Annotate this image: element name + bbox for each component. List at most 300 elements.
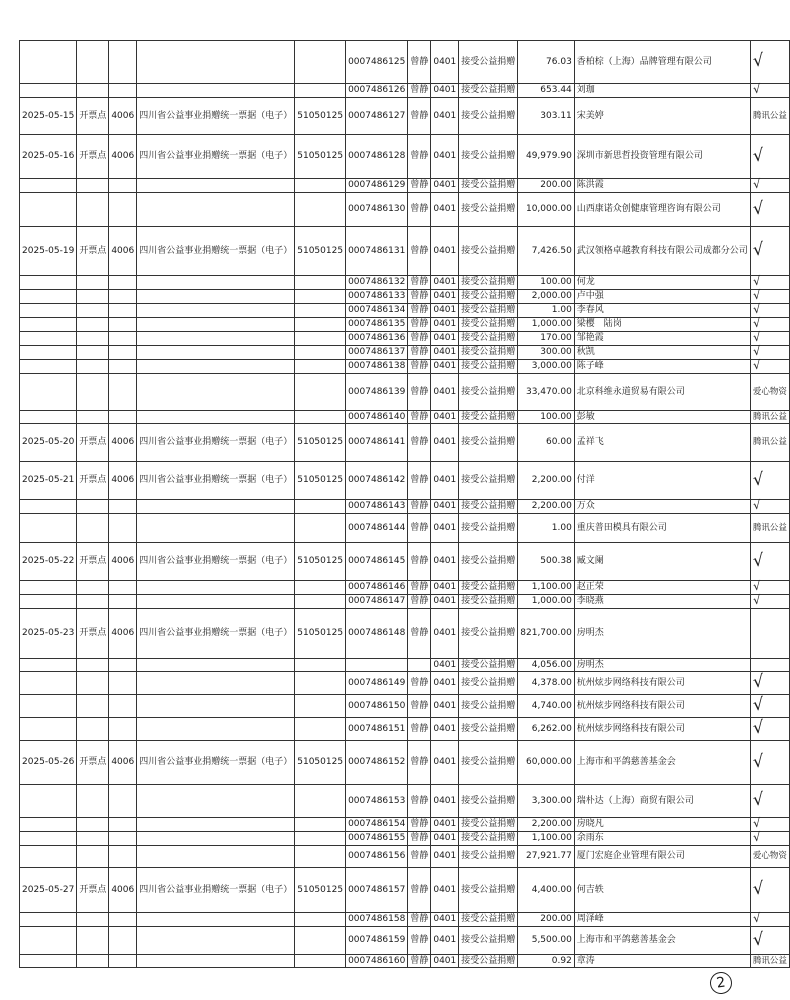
table-row: [20, 424, 790, 462]
bill-code-cell: [295, 595, 346, 609]
bill-code-cell: [295, 927, 346, 955]
amount-cell: 821,700.00: [518, 609, 575, 659]
item-code-cell: 0401: [431, 659, 459, 672]
bill-number-cell: 0007486156: [346, 846, 408, 868]
date-cell: [20, 695, 77, 718]
org-code-cell: [109, 832, 137, 846]
date-cell: 2025-05-16: [20, 135, 77, 179]
note-cell: [750, 741, 789, 785]
item-code-cell: 0401: [431, 741, 459, 785]
amount-cell: 0.92: [518, 955, 575, 968]
handler-cell: 曾静: [408, 955, 431, 968]
ticket-type-cell: [137, 818, 295, 832]
check-mark-icon: √: [751, 144, 765, 167]
bill-number-cell: 0007486136: [346, 332, 408, 346]
item-cell: 接受公益捐赠: [459, 785, 518, 818]
handler-cell: 曾静: [408, 718, 431, 741]
bill-code-cell: [295, 360, 346, 374]
issue-point-cell: [77, 659, 109, 672]
donor-cell: 付洋: [574, 462, 750, 500]
item-code-cell: 0401: [431, 927, 459, 955]
issue-point-cell: [77, 290, 109, 304]
date-cell: [20, 955, 77, 968]
check-mark-icon: √: [752, 273, 762, 289]
donor-cell: 章涛: [574, 955, 750, 968]
donor-cell: 陈洪霞: [574, 179, 750, 193]
amount-cell: 76.03: [518, 41, 575, 84]
ticket-type-cell: [137, 846, 295, 868]
bill-number-cell: 0007486140: [346, 411, 408, 424]
item-code-cell: 0401: [431, 227, 459, 276]
bill-number-cell: 0007486135: [346, 318, 408, 332]
handler-cell: 曾静: [408, 581, 431, 595]
table-row: [20, 98, 790, 135]
item-code-cell: 0401: [431, 514, 459, 543]
table-row: [20, 346, 790, 360]
check-mark-icon: √: [752, 343, 762, 359]
amount-cell: 100.00: [518, 411, 575, 424]
amount-cell: 4,378.00: [518, 672, 575, 695]
check-mark-icon: √: [752, 329, 762, 345]
bill-number-cell: 0007486128: [346, 135, 408, 179]
amount-cell: 1.00: [518, 514, 575, 543]
org-code-cell: 4006: [109, 227, 137, 276]
item-cell: 接受公益捐赠: [459, 346, 518, 360]
issue-point-cell: [77, 514, 109, 543]
table-row: [20, 411, 790, 424]
org-code-cell: 4006: [109, 609, 137, 659]
table-row: [20, 955, 790, 968]
org-code-cell: 4006: [109, 741, 137, 785]
amount-cell: 170.00: [518, 332, 575, 346]
item-cell: 接受公益捐赠: [459, 818, 518, 832]
table-row: [20, 318, 790, 332]
date-cell: [20, 304, 77, 318]
note-cell: 腾讯公益: [750, 514, 789, 543]
table-row: [20, 179, 790, 193]
check-mark-icon: √: [752, 578, 762, 594]
bill-code-cell: [295, 332, 346, 346]
table-row: [20, 846, 790, 868]
table-row: [20, 332, 790, 346]
item-cell: 接受公益捐赠: [459, 462, 518, 500]
page-number: 2: [709, 971, 734, 996]
bill-number-cell: 0007486130: [346, 193, 408, 227]
item-code-cell: 0401: [431, 785, 459, 818]
handler-cell: 曾静: [408, 346, 431, 360]
bill-number-cell: 0007486159: [346, 927, 408, 955]
issue-point-cell: [77, 832, 109, 846]
org-code-cell: [109, 84, 137, 98]
issue-point-cell: [77, 581, 109, 595]
issue-point-cell: [77, 500, 109, 514]
date-cell: [20, 193, 77, 227]
bill-code-cell: [295, 818, 346, 832]
item-code-cell: 0401: [431, 374, 459, 411]
item-cell: 接受公益捐赠: [459, 913, 518, 927]
table-row: [20, 500, 790, 514]
bill-number-cell: 0007486141: [346, 424, 408, 462]
handler-cell: 曾静: [408, 41, 431, 84]
bill-number-cell: 0007486142: [346, 462, 408, 500]
donor-cell: 梁樱 陆岗: [574, 318, 750, 332]
issue-point-cell: [77, 374, 109, 411]
donor-cell: 上海市和平鸽慈善基金会: [574, 741, 750, 785]
date-cell: 2025-05-23: [20, 609, 77, 659]
bill-code-cell: 51050125: [295, 868, 346, 913]
amount-cell: 2,200.00: [518, 818, 575, 832]
amount-cell: 49,979.90: [518, 135, 575, 179]
table-row: [20, 193, 790, 227]
amount-cell: 4,740.00: [518, 695, 575, 718]
donor-cell: 卢中强: [574, 290, 750, 304]
ticket-type-cell: [137, 318, 295, 332]
bill-number-cell: 0007486144: [346, 514, 408, 543]
item-code-cell: 0401: [431, 868, 459, 913]
note-cell: [750, 357, 789, 374]
donor-cell: 万众: [574, 500, 750, 514]
issue-point-cell: [77, 913, 109, 927]
note-cell: [750, 868, 789, 913]
org-code-cell: [109, 927, 137, 955]
date-cell: [20, 595, 77, 609]
ticket-type-cell: [137, 304, 295, 318]
bill-code-cell: [295, 500, 346, 514]
bill-code-cell: [295, 304, 346, 318]
date-cell: [20, 659, 77, 672]
bill-code-cell: [295, 846, 346, 868]
table-row: [20, 374, 790, 411]
bill-code-cell: [295, 84, 346, 98]
check-mark-icon: √: [751, 197, 765, 220]
amount-cell: 60,000.00: [518, 741, 575, 785]
org-code-cell: [109, 672, 137, 695]
date-cell: [20, 41, 77, 84]
item-cell: 接受公益捐赠: [459, 276, 518, 290]
issue-point-cell: 开票点: [77, 98, 109, 135]
donor-cell: 房明杰: [574, 609, 750, 659]
bill-number-cell: 0007486143: [346, 500, 408, 514]
issue-point-cell: [77, 955, 109, 968]
item-cell: 接受公益捐赠: [459, 955, 518, 968]
donor-cell: 北京科维永道贸易有限公司: [574, 374, 750, 411]
date-cell: 2025-05-19: [20, 227, 77, 276]
handler-cell: 曾静: [408, 411, 431, 424]
item-code-cell: 0401: [431, 818, 459, 832]
check-mark-icon: √: [752, 81, 762, 97]
date-cell: [20, 832, 77, 846]
handler-cell: 曾静: [408, 672, 431, 695]
org-code-cell: 4006: [109, 462, 137, 500]
bill-code-cell: [295, 659, 346, 672]
item-cell: 接受公益捐赠: [459, 514, 518, 543]
donor-cell: 李春风: [574, 304, 750, 318]
issue-point-cell: 开票点: [77, 462, 109, 500]
item-cell: 接受公益捐赠: [459, 227, 518, 276]
table-row: [20, 785, 790, 818]
note-cell: 腾讯公益: [750, 98, 789, 135]
issue-point-cell: [77, 276, 109, 290]
date-cell: [20, 290, 77, 304]
item-cell: 接受公益捐赠: [459, 290, 518, 304]
donor-cell: 房明杰: [574, 659, 750, 672]
handler-cell: 曾静: [408, 832, 431, 846]
item-cell: 接受公益捐赠: [459, 659, 518, 672]
date-cell: [20, 818, 77, 832]
issue-point-cell: [77, 695, 109, 718]
donor-cell: 宋美婷: [574, 98, 750, 135]
org-code-cell: [109, 304, 137, 318]
bill-number-cell: 0007486138: [346, 360, 408, 374]
donor-cell: 秋凯: [574, 346, 750, 360]
amount-cell: 300.00: [518, 346, 575, 360]
item-code-cell: 0401: [431, 609, 459, 659]
handler-cell: 曾静: [408, 424, 431, 462]
handler-cell: 曾静: [408, 332, 431, 346]
issue-point-cell: [77, 179, 109, 193]
item-cell: 接受公益捐赠: [459, 41, 518, 84]
donor-cell: 杭州炫步网络科技有限公司: [574, 672, 750, 695]
issue-point-cell: [77, 332, 109, 346]
ticket-type-cell: [137, 595, 295, 609]
issue-point-cell: 开票点: [77, 609, 109, 659]
item-code-cell: 0401: [431, 672, 459, 695]
amount-cell: 33,470.00: [518, 374, 575, 411]
ticket-type-cell: [137, 500, 295, 514]
note-cell: [750, 695, 789, 718]
handler-cell: 曾静: [408, 500, 431, 514]
issue-point-cell: [77, 41, 109, 84]
amount-cell: 3,000.00: [518, 360, 575, 374]
handler-cell: 曾静: [408, 595, 431, 609]
bill-code-cell: [295, 193, 346, 227]
item-code-cell: 0401: [431, 424, 459, 462]
date-cell: [20, 927, 77, 955]
ticket-type-cell: [137, 346, 295, 360]
donor-cell: 刘珈: [574, 84, 750, 98]
bill-code-cell: [295, 832, 346, 846]
amount-cell: 1,000.00: [518, 595, 575, 609]
date-cell: [20, 179, 77, 193]
date-cell: 2025-05-20: [20, 424, 77, 462]
ticket-type-cell: [137, 913, 295, 927]
donor-cell: 彭敏: [574, 411, 750, 424]
table-row: [20, 543, 790, 581]
bill-number-cell: 0007486145: [346, 543, 408, 581]
item-code-cell: 0401: [431, 462, 459, 500]
item-cell: 接受公益捐赠: [459, 332, 518, 346]
note-cell: [750, 927, 789, 955]
item-cell: 接受公益捐赠: [459, 609, 518, 659]
handler-cell: 曾静: [408, 868, 431, 913]
date-cell: 2025-05-21: [20, 462, 77, 500]
bill-code-cell: [295, 785, 346, 818]
item-cell: 接受公益捐赠: [459, 927, 518, 955]
org-code-cell: [109, 955, 137, 968]
bill-code-cell: 51050125: [295, 609, 346, 659]
item-code-cell: 0401: [431, 832, 459, 846]
donor-cell: 上海市和平鸽慈善基金会: [574, 927, 750, 955]
date-cell: 2025-05-26: [20, 741, 77, 785]
note-cell: [750, 785, 789, 818]
bill-code-cell: [295, 318, 346, 332]
note-cell: 腾讯公益: [750, 411, 789, 424]
issue-point-cell: [77, 818, 109, 832]
donor-cell: 武汉领格卓越教育科技有限公司成都分公司: [574, 227, 750, 276]
table-row: [20, 595, 790, 609]
bill-code-cell: [295, 955, 346, 968]
amount-cell: 1.00: [518, 304, 575, 318]
item-code-cell: 0401: [431, 318, 459, 332]
item-code-cell: 0401: [431, 595, 459, 609]
ticket-type-cell: 四川省公益事业捐赠统一票据（电子）: [137, 424, 295, 462]
note-cell: [750, 672, 789, 695]
table-row: [20, 832, 790, 846]
item-cell: 接受公益捐赠: [459, 411, 518, 424]
table-row: [20, 514, 790, 543]
item-code-cell: 0401: [431, 695, 459, 718]
note-cell: [750, 592, 789, 609]
amount-cell: 5,500.00: [518, 927, 575, 955]
note-cell: 腾讯公益: [750, 424, 789, 462]
ticket-type-cell: [137, 955, 295, 968]
note-cell: [750, 609, 789, 659]
bill-code-cell: [295, 672, 346, 695]
org-code-cell: [109, 411, 137, 424]
item-code-cell: 0401: [431, 718, 459, 741]
amount-cell: 3,300.00: [518, 785, 575, 818]
ledger-body: [20, 41, 790, 968]
handler-cell: 曾静: [408, 135, 431, 179]
item-cell: 接受公益捐赠: [459, 135, 518, 179]
table-row: [20, 718, 790, 741]
item-code-cell: 0401: [431, 135, 459, 179]
amount-cell: 2,200.00: [518, 462, 575, 500]
org-code-cell: 4006: [109, 868, 137, 913]
check-mark-icon: √: [751, 549, 765, 572]
bill-code-cell: 51050125: [295, 424, 346, 462]
date-cell: [20, 718, 77, 741]
item-code-cell: 0401: [431, 360, 459, 374]
date-cell: [20, 913, 77, 927]
table-row: [20, 695, 790, 718]
date-cell: [20, 500, 77, 514]
donor-cell: 何龙: [574, 276, 750, 290]
handler-cell: 曾静: [408, 695, 431, 718]
amount-cell: 100.00: [518, 276, 575, 290]
donor-cell: 山西康诺众创健康管理咨询有限公司: [574, 193, 750, 227]
note-cell: [750, 543, 789, 581]
issue-point-cell: [77, 927, 109, 955]
item-cell: 接受公益捐赠: [459, 718, 518, 741]
item-code-cell: 0401: [431, 500, 459, 514]
item-code-cell: 0401: [431, 543, 459, 581]
table-row: [20, 290, 790, 304]
bill-code-cell: 51050125: [295, 227, 346, 276]
note-cell: [750, 81, 789, 98]
amount-cell: 10,000.00: [518, 193, 575, 227]
note-cell: [750, 41, 789, 84]
bill-code-cell: [295, 346, 346, 360]
check-mark-icon: √: [752, 910, 762, 926]
org-code-cell: [109, 659, 137, 672]
issue-point-cell: [77, 785, 109, 818]
issue-point-cell: 开票点: [77, 227, 109, 276]
bill-number-cell: 0007486129: [346, 179, 408, 193]
issue-point-cell: 开票点: [77, 135, 109, 179]
amount-cell: 303.11: [518, 98, 575, 135]
ticket-type-cell: 四川省公益事业捐赠统一票据（电子）: [137, 98, 295, 135]
item-cell: 接受公益捐赠: [459, 695, 518, 718]
handler-cell: 曾静: [408, 84, 431, 98]
ticket-type-cell: [137, 276, 295, 290]
ticket-type-cell: 四川省公益事业捐赠统一票据（电子）: [137, 543, 295, 581]
org-code-cell: [109, 193, 137, 227]
check-mark-icon: √: [751, 671, 765, 693]
org-code-cell: 4006: [109, 98, 137, 135]
donor-cell: 赵正荣: [574, 581, 750, 595]
item-cell: 接受公益捐赠: [459, 424, 518, 462]
check-mark-icon: √: [751, 750, 765, 773]
bill-code-cell: 51050125: [295, 98, 346, 135]
handler-cell: 曾静: [408, 462, 431, 500]
org-code-cell: 4006: [109, 543, 137, 581]
item-code-cell: 0401: [431, 913, 459, 927]
handler-cell: 曾静: [408, 846, 431, 868]
bill-number-cell: 0007486154: [346, 818, 408, 832]
date-cell: [20, 411, 77, 424]
issue-point-cell: [77, 672, 109, 695]
check-mark-icon: √: [752, 301, 762, 317]
date-cell: [20, 581, 77, 595]
bill-number-cell: 0007486158: [346, 913, 408, 927]
item-code-cell: 0401: [431, 276, 459, 290]
note-cell: [750, 227, 789, 276]
check-mark-icon: √: [751, 468, 765, 491]
bill-code-cell: 51050125: [295, 462, 346, 500]
note-cell: [750, 193, 789, 227]
donor-cell: 瑞朴达（上海）商贸有限公司: [574, 785, 750, 818]
org-code-cell: [109, 913, 137, 927]
issue-point-cell: [77, 718, 109, 741]
ticket-type-cell: 四川省公益事业捐赠统一票据（电子）: [137, 227, 295, 276]
item-code-cell: 0401: [431, 346, 459, 360]
check-mark-icon: √: [752, 592, 762, 608]
ticket-type-cell: [137, 672, 295, 695]
table-row: [20, 672, 790, 695]
note-cell: [750, 718, 789, 741]
issue-point-cell: [77, 304, 109, 318]
date-cell: [20, 84, 77, 98]
table-row: [20, 741, 790, 785]
table-row: [20, 84, 790, 98]
donation-ledger-table: [19, 40, 790, 968]
org-code-cell: [109, 346, 137, 360]
check-mark-icon: √: [752, 176, 762, 192]
date-cell: [20, 346, 77, 360]
item-cell: 接受公益捐赠: [459, 98, 518, 135]
ticket-type-cell: [137, 695, 295, 718]
ticket-type-cell: [137, 659, 295, 672]
date-cell: [20, 318, 77, 332]
item-cell: 接受公益捐赠: [459, 179, 518, 193]
table-row: [20, 304, 790, 318]
item-cell: 接受公益捐赠: [459, 868, 518, 913]
bill-number-cell: [346, 659, 408, 672]
note-cell: [750, 462, 789, 500]
bill-number-cell: 0007486137: [346, 346, 408, 360]
table-row: [20, 360, 790, 374]
